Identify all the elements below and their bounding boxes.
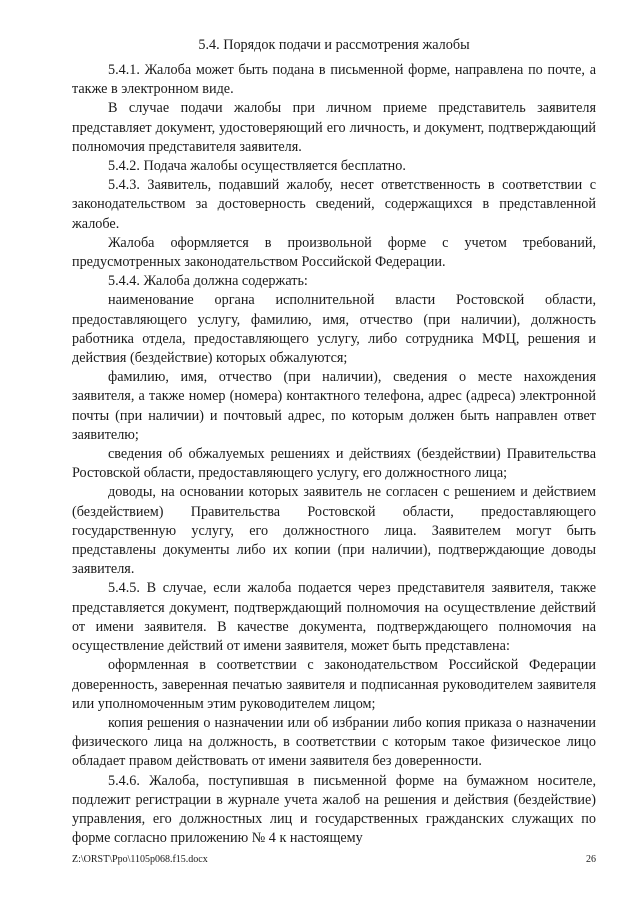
paragraph: 5.4.3. Заявитель, подавший жалобу, несет ответственность в соответствии с законодательством за достоверность сведений, содержащихся в представленной жалобе. <box>72 177 596 232</box>
paragraph: оформленная в соответствии с законодательством Российской Федерации доверенность, заверенная печатью заявителя и подписанная руководителем заявителя или уполномоченным этим руководителем лицом; <box>72 657 596 712</box>
paragraph: 5.4.2. Подача жалобы осуществляется бесплатно. <box>108 158 406 175</box>
paragraph: копия решения о назначении или об избрании либо копия приказа о назначении физического лица на должность, в соответствии с которым такое физическое лицо обладает правом действовать от имени заявителя без доверенности. <box>72 714 596 770</box>
paragraph: наименование органа исполнительной власти Ростовской области, предоставляющего услугу, фамилию, имя, отчество (при наличии), должность работника отдела, предоставляющего услугу, либо сотрудника МФЦ, решения и действия (бездействие) которых обжалуются; <box>72 292 596 367</box>
paragraph: Жалоба оформляется в произвольной форме с учетом требований, предусмотренных законодательством Российской Федерации. <box>72 234 596 271</box>
page-number: 26 <box>586 854 596 865</box>
file-path: Z:\ORST\Ppo\1105p068.f15.docx <box>72 854 208 865</box>
page-footer <box>72 854 596 866</box>
document-page <box>72 36 596 848</box>
section-heading: 5.4. Порядок подачи и рассмотрения жалобы <box>198 37 470 53</box>
paragraph: В случае подачи жалобы при личном приеме представитель заявителя представляет документ, удостоверяющий его личность, и документ, подтверждающий полномочия представителя заявителя. <box>72 100 596 155</box>
paragraph: 5.4.6. Жалоба, поступившая в письменной форме на бумажном носителе, подлежит регистрации в журнале учета жалоб на решения и действия (бездействие) управления, его должностных лиц и государственных гражданских служащих по форме согласно приложению № 4 к настоящему <box>72 772 596 847</box>
paragraph: доводы, на основании которых заявитель не согласен с решением и действием (бездействием) Правительства Ростовской области, предоставляющего государственную услугу, его должностного лица. Заявителем могут быть представлены документы либо их копии (при наличии), подтверждающие доводы заявителя. <box>72 484 596 578</box>
paragraph: сведения об обжалуемых решениях и действиях (бездействии) Правительства Ростовской области, предоставляющего услугу, его должностного лица; <box>72 446 596 482</box>
paragraph: 5.4.5. В случае, если жалоба подается через представителя заявителя, также представляется документ, подтверждающий полномочия на осуществление действий от имени заявителя. В качестве документа, подтверждающего полномочия на осуществление действий от имени заявителя, может быть представлена: <box>72 580 596 655</box>
paragraph: 5.4.4. Жалоба должна содержать: <box>108 273 308 290</box>
paragraph: 5.4.1. Жалоба может быть подана в письменной форме, направлена по почте, а также в электронном виде. <box>72 62 596 98</box>
paragraph: фамилию, имя, отчество (при наличии), сведения о месте нахождения заявителя, а также номер (номера) контактного телефона, адрес (адреса) электронной почты (при наличии) и почтовый адрес, по которым должен быть направлен ответ заявителю; <box>72 369 596 443</box>
